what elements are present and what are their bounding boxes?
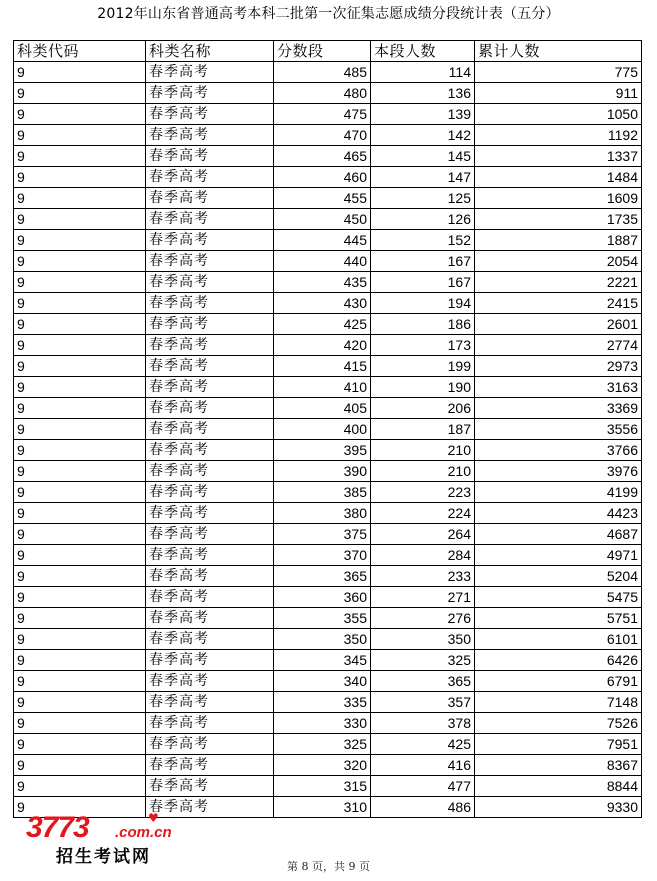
header-category-name: 科类名称 [146, 41, 274, 62]
score-segment-cell: 450 [274, 209, 371, 230]
cumulative-count-cell: 7951 [475, 734, 642, 755]
segment-count-cell: 152 [371, 230, 475, 251]
cumulative-count-cell: 1050 [475, 104, 642, 125]
table-header-row [14, 41, 642, 62]
category-name-cell: 春季高考 [146, 62, 274, 83]
score-segment-cell: 480 [274, 83, 371, 104]
score-segment-cell: 410 [274, 377, 371, 398]
cumulative-count-cell: 3556 [475, 419, 642, 440]
category-code-cell: 9 [14, 209, 146, 230]
score-segment-cell: 465 [274, 146, 371, 167]
cumulative-count-cell: 2415 [475, 293, 642, 314]
cumulative-count-cell: 4199 [475, 482, 642, 503]
table-row [14, 377, 642, 398]
cumulative-count-cell: 1337 [475, 146, 642, 167]
table-row [14, 713, 642, 734]
score-segment-cell: 315 [274, 776, 371, 797]
table-row [14, 776, 642, 797]
cumulative-count-cell: 6426 [475, 650, 642, 671]
table-row [14, 755, 642, 776]
segment-count-cell: 173 [371, 335, 475, 356]
score-segment-cell: 460 [274, 167, 371, 188]
segment-count-cell: 125 [371, 188, 475, 209]
category-code-cell: 9 [14, 104, 146, 125]
logo-domain: .com.cn [115, 824, 172, 841]
header-category-code: 科类代码 [14, 41, 146, 62]
cumulative-count-cell: 4687 [475, 524, 642, 545]
category-name-cell: 春季高考 [146, 482, 274, 503]
category-name-cell: 春季高考 [146, 83, 274, 104]
cumulative-count-cell: 1192 [475, 125, 642, 146]
cumulative-count-cell: 775 [475, 62, 642, 83]
category-code-cell: 9 [14, 608, 146, 629]
segment-count-cell: 378 [371, 713, 475, 734]
cumulative-count-cell: 3163 [475, 377, 642, 398]
category-name-cell: 春季高考 [146, 440, 274, 461]
score-segment-cell: 355 [274, 608, 371, 629]
category-name-cell: 春季高考 [146, 797, 274, 818]
score-segment-cell: 435 [274, 272, 371, 293]
category-name-cell: 春季高考 [146, 230, 274, 251]
logo-tagline: 招生考试网 [56, 847, 151, 867]
segment-count-cell: 187 [371, 419, 475, 440]
segment-count-cell: 264 [371, 524, 475, 545]
cumulative-count-cell: 2221 [475, 272, 642, 293]
score-segment-cell: 375 [274, 524, 371, 545]
cumulative-count-cell: 1735 [475, 209, 642, 230]
category-code-cell: 9 [14, 713, 146, 734]
category-name-cell: 春季高考 [146, 293, 274, 314]
cumulative-count-cell: 5204 [475, 566, 642, 587]
table-row [14, 461, 642, 482]
table-row [14, 566, 642, 587]
table-row [14, 524, 642, 545]
heart-icon: ♥ [148, 811, 159, 825]
category-name-cell: 春季高考 [146, 608, 274, 629]
category-name-cell: 春季高考 [146, 356, 274, 377]
category-code-cell: 9 [14, 230, 146, 251]
cumulative-count-cell: 2774 [475, 335, 642, 356]
segment-count-cell: 284 [371, 545, 475, 566]
category-code-cell: 9 [14, 146, 146, 167]
cumulative-count-cell: 6791 [475, 671, 642, 692]
score-segment-cell: 390 [274, 461, 371, 482]
category-code-cell: 9 [14, 671, 146, 692]
cumulative-count-cell: 2054 [475, 251, 642, 272]
score-segment-cell: 365 [274, 566, 371, 587]
category-name-cell: 春季高考 [146, 776, 274, 797]
score-segment-cell: 430 [274, 293, 371, 314]
cumulative-count-cell: 7526 [475, 713, 642, 734]
segment-count-cell: 233 [371, 566, 475, 587]
category-code-cell: 9 [14, 440, 146, 461]
category-code-cell: 9 [14, 167, 146, 188]
category-code-cell: 9 [14, 776, 146, 797]
logo-number: 3773 [26, 811, 89, 844]
score-segment-cell: 325 [274, 734, 371, 755]
cumulative-count-cell: 3976 [475, 461, 642, 482]
category-name-cell: 春季高考 [146, 566, 274, 587]
score-segment-cell: 370 [274, 545, 371, 566]
segment-count-cell: 186 [371, 314, 475, 335]
segment-count-cell: 357 [371, 692, 475, 713]
header-cumulative-count: 累计人数 [475, 41, 642, 62]
category-name-cell: 春季高考 [146, 272, 274, 293]
category-name-cell: 春季高考 [146, 692, 274, 713]
segment-count-cell: 136 [371, 83, 475, 104]
category-code-cell: 9 [14, 293, 146, 314]
table-row [14, 293, 642, 314]
category-code-cell: 9 [14, 188, 146, 209]
cumulative-count-cell: 1887 [475, 230, 642, 251]
score-segment-cell: 350 [274, 629, 371, 650]
score-segment-cell: 330 [274, 713, 371, 734]
segment-count-cell: 477 [371, 776, 475, 797]
category-name-cell: 春季高考 [146, 629, 274, 650]
cumulative-count-cell: 3766 [475, 440, 642, 461]
segment-count-cell: 276 [371, 608, 475, 629]
header-score-segment: 分数段 [274, 41, 371, 62]
table-row [14, 734, 642, 755]
score-segment-cell: 405 [274, 398, 371, 419]
segment-count-cell: 142 [371, 125, 475, 146]
segment-count-cell: 210 [371, 461, 475, 482]
table-row [14, 83, 642, 104]
category-name-cell: 春季高考 [146, 587, 274, 608]
category-code-cell: 9 [14, 461, 146, 482]
category-code-cell: 9 [14, 797, 146, 818]
score-segment-cell: 425 [274, 314, 371, 335]
table-row [14, 692, 642, 713]
category-code-cell: 9 [14, 398, 146, 419]
segment-count-cell: 210 [371, 440, 475, 461]
category-name-cell: 春季高考 [146, 461, 274, 482]
category-name-cell: 春季高考 [146, 167, 274, 188]
segment-count-cell: 199 [371, 356, 475, 377]
table-row [14, 188, 642, 209]
category-name-cell: 春季高考 [146, 335, 274, 356]
category-code-cell: 9 [14, 545, 146, 566]
segment-count-cell: 425 [371, 734, 475, 755]
table-row [14, 650, 642, 671]
segment-count-cell: 167 [371, 251, 475, 272]
table-row [14, 104, 642, 125]
category-name-cell: 春季高考 [146, 398, 274, 419]
segment-count-cell: 224 [371, 503, 475, 524]
category-code-cell: 9 [14, 692, 146, 713]
score-segment-cell: 345 [274, 650, 371, 671]
cumulative-count-cell: 5751 [475, 608, 642, 629]
category-code-cell: 9 [14, 251, 146, 272]
category-name-cell: 春季高考 [146, 734, 274, 755]
score-segment-cell: 400 [274, 419, 371, 440]
cumulative-count-cell: 8367 [475, 755, 642, 776]
score-segment-cell: 420 [274, 335, 371, 356]
category-name-cell: 春季高考 [146, 209, 274, 230]
table-row [14, 146, 642, 167]
cumulative-count-cell: 9330 [475, 797, 642, 818]
table-row [14, 251, 642, 272]
category-code-cell: 9 [14, 629, 146, 650]
table-row [14, 167, 642, 188]
category-code-cell: 9 [14, 734, 146, 755]
cumulative-count-cell: 4423 [475, 503, 642, 524]
score-segment-cell: 395 [274, 440, 371, 461]
table-row [14, 671, 642, 692]
category-name-cell: 春季高考 [146, 377, 274, 398]
score-segment-cell: 320 [274, 755, 371, 776]
category-code-cell: 9 [14, 482, 146, 503]
segment-count-cell: 167 [371, 272, 475, 293]
segment-count-cell: 486 [371, 797, 475, 818]
cumulative-count-cell: 5475 [475, 587, 642, 608]
page-title: 2012年山东省普通高考本科二批第一次征集志愿成绩分段统计表（五分） [97, 6, 560, 22]
category-name-cell: 春季高考 [146, 314, 274, 335]
cumulative-count-cell: 4971 [475, 545, 642, 566]
table-row [14, 545, 642, 566]
cumulative-count-cell: 3369 [475, 398, 642, 419]
category-name-cell: 春季高考 [146, 146, 274, 167]
category-name-cell: 春季高考 [146, 503, 274, 524]
category-code-cell: 9 [14, 524, 146, 545]
cumulative-count-cell: 2973 [475, 356, 642, 377]
score-segment-cell: 470 [274, 125, 371, 146]
header-segment-count: 本段人数 [371, 41, 475, 62]
category-name-cell: 春季高考 [146, 713, 274, 734]
page-footer: 第 8 页，共 9 页 [287, 860, 370, 873]
score-segment-cell: 380 [274, 503, 371, 524]
category-code-cell: 9 [14, 62, 146, 83]
cumulative-count-cell: 1484 [475, 167, 642, 188]
table-row [14, 398, 642, 419]
category-code-cell: 9 [14, 83, 146, 104]
segment-count-cell: 271 [371, 587, 475, 608]
segment-count-cell: 194 [371, 293, 475, 314]
category-name-cell: 春季高考 [146, 188, 274, 209]
score-segment-cell: 415 [274, 356, 371, 377]
segment-count-cell: 147 [371, 167, 475, 188]
cumulative-count-cell: 8844 [475, 776, 642, 797]
category-code-cell: 9 [14, 650, 146, 671]
segment-count-cell: 114 [371, 62, 475, 83]
score-segment-cell: 475 [274, 104, 371, 125]
table-row [14, 62, 642, 83]
category-code-cell: 9 [14, 587, 146, 608]
category-code-cell: 9 [14, 314, 146, 335]
table-row [14, 608, 642, 629]
segment-count-cell: 365 [371, 671, 475, 692]
segment-count-cell: 350 [371, 629, 475, 650]
cumulative-count-cell: 1609 [475, 188, 642, 209]
table-row [14, 230, 642, 251]
score-segment-cell: 335 [274, 692, 371, 713]
category-code-cell: 9 [14, 755, 146, 776]
score-table [13, 40, 642, 818]
score-segment-cell: 385 [274, 482, 371, 503]
table-row [14, 587, 642, 608]
score-segment-cell: 455 [274, 188, 371, 209]
category-code-cell: 9 [14, 419, 146, 440]
category-name-cell: 春季高考 [146, 524, 274, 545]
score-segment-cell: 485 [274, 62, 371, 83]
category-name-cell: 春季高考 [146, 104, 274, 125]
cumulative-count-cell: 7148 [475, 692, 642, 713]
segment-count-cell: 206 [371, 398, 475, 419]
table-row [14, 314, 642, 335]
cumulative-count-cell: 6101 [475, 629, 642, 650]
segment-count-cell: 139 [371, 104, 475, 125]
category-code-cell: 9 [14, 335, 146, 356]
table-row [14, 272, 642, 293]
category-code-cell: 9 [14, 356, 146, 377]
category-code-cell: 9 [14, 125, 146, 146]
table-row [14, 125, 642, 146]
category-code-cell: 9 [14, 503, 146, 524]
category-name-cell: 春季高考 [146, 671, 274, 692]
segment-count-cell: 223 [371, 482, 475, 503]
cumulative-count-cell: 911 [475, 83, 642, 104]
category-name-cell: 春季高考 [146, 650, 274, 671]
score-segment-cell: 340 [274, 671, 371, 692]
category-code-cell: 9 [14, 272, 146, 293]
score-segment-cell: 360 [274, 587, 371, 608]
table-body [14, 62, 642, 818]
table-row [14, 209, 642, 230]
category-code-cell: 9 [14, 566, 146, 587]
category-name-cell: 春季高考 [146, 251, 274, 272]
score-segment-cell: 440 [274, 251, 371, 272]
category-name-cell: 春季高考 [146, 125, 274, 146]
segment-count-cell: 126 [371, 209, 475, 230]
table-row [14, 356, 642, 377]
table-row [14, 482, 642, 503]
table-row [14, 440, 642, 461]
category-name-cell: 春季高考 [146, 755, 274, 776]
score-segment-cell: 310 [274, 797, 371, 818]
category-name-cell: 春季高考 [146, 545, 274, 566]
category-code-cell: 9 [14, 377, 146, 398]
segment-count-cell: 325 [371, 650, 475, 671]
score-segment-cell: 445 [274, 230, 371, 251]
category-name-cell: 春季高考 [146, 419, 274, 440]
segment-count-cell: 416 [371, 755, 475, 776]
table-row [14, 629, 642, 650]
table-row [14, 335, 642, 356]
segment-count-cell: 190 [371, 377, 475, 398]
cumulative-count-cell: 2601 [475, 314, 642, 335]
table-row [14, 503, 642, 524]
segment-count-cell: 145 [371, 146, 475, 167]
table-row [14, 419, 642, 440]
